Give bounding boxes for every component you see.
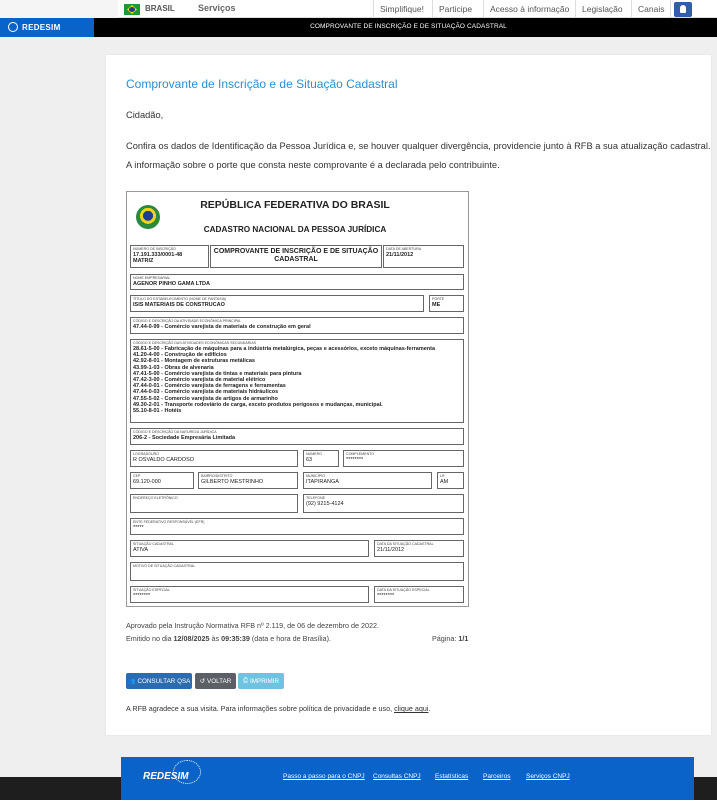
label: SITUAÇÃO CADASTRAL <box>133 542 174 546</box>
country-link[interactable]: BRASIL <box>145 4 175 13</box>
label: CÓDIGO E DESCRIÇÃO DA ATIVIDADE ECONÔMICA PRINCIPAL <box>133 319 242 323</box>
value: 69.120-000 <box>133 479 161 485</box>
value: 21/11/2012 <box>377 547 405 553</box>
consultar-qsa-button[interactable] <box>126 673 192 689</box>
greeting: Cidadão, <box>126 110 164 120</box>
privacy-note <box>126 704 430 713</box>
field-data-situacao-especial <box>374 586 464 603</box>
cert-cnpj-heading: CADASTRO NACIONAL DA PESSOA JURÍDICA <box>203 225 387 234</box>
label: BAIRRO/DISTRITO <box>201 474 233 478</box>
secondary-activity: 55.10-8-01 - Hotéis <box>133 408 182 414</box>
field-complemento <box>343 450 464 467</box>
gov-top-bar <box>0 0 717 18</box>
field-telefone <box>303 494 464 513</box>
footer-link-consultas-cnpj[interactable]: Consultas CNPJ <box>373 773 421 780</box>
value: 206-2 - Sociedade Empresária Limitada <box>133 435 236 441</box>
redesim-footer-logo[interactable]: REDESIM <box>143 771 189 782</box>
comprovante-title: COMPROVANTE DE INSCRIÇÃO E DE SITUAÇÃO CADASTRAL <box>213 248 379 263</box>
value: 63 <box>306 457 313 463</box>
accessibility-icon[interactable] <box>674 2 692 17</box>
field-abertura <box>383 245 464 268</box>
menu-simplifique[interactable]: Simplifique! <box>373 0 430 18</box>
field-situacao-especial <box>130 586 369 603</box>
field-municipio <box>303 472 432 489</box>
field-nome-fantasia <box>130 295 424 312</box>
value: AGENOR PINHO GAMA LTDA <box>133 281 210 287</box>
voltar-button[interactable] <box>195 673 236 689</box>
field-atividades-secundarias <box>130 339 464 423</box>
label: PORTE <box>432 297 445 301</box>
menu-acesso-informacao[interactable]: Acesso à informação <box>483 0 575 18</box>
footer-link-estatisticas[interactable]: Estatísticas <box>435 773 469 780</box>
value: ******** <box>377 593 395 599</box>
secondary-activity: 49.30-2-01 - Transporte rodoviário de carga, exceto produtos perigosos e mudanças, municipal. <box>133 401 383 408</box>
menu-canais[interactable]: Canais <box>631 0 671 18</box>
label: DATA DA SITUAÇÃO ESPECIAL <box>377 588 430 592</box>
imprimir-label: IMPRIMIR <box>250 677 280 685</box>
secondary-activity: 43.99-1-03 - Obras de alvenaria <box>133 364 214 371</box>
value: ******** <box>133 593 151 599</box>
label: ENTE FEDERATIVO RESPONSÁVEL (EFR) <box>133 520 205 524</box>
label: TELEFONE <box>306 496 325 500</box>
label: UF <box>440 474 445 478</box>
imprimir-button[interactable] <box>238 673 284 689</box>
undo-icon: ↺ <box>199 677 205 685</box>
label: NOME EMPRESARIAL <box>133 276 171 280</box>
footer-link-servicos-cnpj[interactable]: Serviços CNPJ <box>526 773 570 780</box>
label: TÍTULO DO ESTABELECIMENTO (NOME DE FANTASIA) <box>133 297 227 301</box>
label: COMPLEMENTO <box>346 452 375 456</box>
secondary-activity: 41.20-4-00 - Construção de edifícios <box>133 352 227 359</box>
label: LOGRADOURO <box>133 452 159 456</box>
value: 47.44-0-99 - Comércio varejista de materiais de construção em geral <box>133 324 311 330</box>
label: CEP <box>133 474 141 478</box>
page-number: 1/1 <box>458 634 469 643</box>
value: ATIVA <box>133 547 149 553</box>
value: ME <box>432 302 441 308</box>
print-icon: ⎙ <box>242 677 248 684</box>
page-indicator <box>432 634 468 643</box>
field-bairro <box>198 472 298 489</box>
redesim-page-title: COMPROVANTE DE INSCRIÇÃO E DE SITUAÇÃO CADASTRAL <box>310 23 507 30</box>
field-situacao-cadastral <box>130 540 369 557</box>
value: ***** <box>133 525 144 531</box>
field-nome-empresarial <box>130 274 464 290</box>
field-efr <box>130 518 464 535</box>
voltar-label: VOLTAR <box>207 677 232 685</box>
menu-participe[interactable]: Participe <box>432 0 478 18</box>
redesim-logo-icon <box>8 22 18 32</box>
secondary-activity: 47.44-0-03 - Comércio varejista de materiais hidráulicos <box>133 389 279 396</box>
footer-link-parceiros[interactable]: Parceiros <box>483 773 511 780</box>
value-matriz: MATRIZ <box>133 258 154 264</box>
issued-suffix: (data e hora de Brasília). <box>251 634 332 643</box>
value: AM <box>440 479 449 485</box>
value: ITAPIRANGA <box>306 479 339 485</box>
brazil-flag-icon <box>124 4 140 15</box>
privacy-text: A RFB agradece a sua visita. Para informações sobre política de privacidade e uso, <box>126 704 393 713</box>
label: SITUAÇÃO ESPECIAL <box>133 588 170 592</box>
field-porte <box>429 295 464 312</box>
value: R OSVALDO CARDOSO <box>133 457 195 463</box>
value: ISIS MATERIAIS DE CONSTRUCAO <box>133 302 225 308</box>
privacy-link[interactable]: clique aqui <box>394 704 429 713</box>
page-title: Comprovante de Inscrição e de Situação Cadastral <box>126 77 398 91</box>
field-atividade-principal <box>130 317 464 334</box>
field-natureza-juridica <box>130 428 464 445</box>
value: 17.191.333/0001-48 <box>133 252 183 258</box>
field-logradouro <box>130 450 298 467</box>
value: 21/11/2012 <box>386 252 414 258</box>
issued-date: 12/08/2025 <box>173 634 210 643</box>
intro-paragraph: Confira os dados de Identificação da Pessoa Jurídica e, se houver qualquer divergência, providencie junto à RFB a sua atualização cadastral. <box>126 141 711 151</box>
issued-prefix: Emitido no dia <box>126 634 172 643</box>
cert-republic-heading: REPÚBLICA FEDERATIVA DO BRASIL <box>200 199 390 211</box>
footer <box>121 757 694 800</box>
redesim-bar <box>0 18 717 37</box>
gov-bar-left-strip <box>0 0 118 18</box>
approval-note: Aprovado pela Instrução Normativa RFB nº 2.119, de 06 de dezembro de 2022. <box>126 621 380 630</box>
porte-note: A informação sobre o porte que consta neste comprovante é a declarada pelo contribuinte. <box>126 160 500 170</box>
label: MUNICÍPIO <box>306 474 325 478</box>
secondary-activity: 47.55-5-02 - Comercio varejista de artigos de armarinho <box>133 395 278 402</box>
secondary-activity: 47.41-5-00 - Comércio varejista de tintas e materiais para pintura <box>133 370 302 377</box>
footer-link-passo-a-passo[interactable]: Passo a passo para o CNPJ <box>283 773 365 780</box>
field-email <box>130 494 298 513</box>
field-inscricao <box>130 245 209 268</box>
field-cep <box>130 472 194 489</box>
label: ENDEREÇO ELETRÔNICO <box>133 496 178 500</box>
secondary-activity: 42.92-8-01 - Montagem de estruturas metálicas <box>133 358 255 365</box>
label: DATA DA SITUAÇÃO CADASTRAL <box>377 542 434 546</box>
issued-mid: às <box>211 634 220 643</box>
field-motivo-situacao <box>130 562 464 581</box>
secondary-activity: 28.61-5-00 - Fabricação de máquinas para a indústria metalúrgica, peças e acessórios, exceto máquinas-ferramenta <box>133 346 436 352</box>
secondary-activity: 47.44-0-01 - Comércio varejista de ferragens e ferramentas <box>133 383 286 390</box>
label: DATA DE ABERTURA <box>386 247 422 251</box>
secondary-activity: 47.42-3-00 - Comércio varejista de material elétrico <box>133 377 266 383</box>
servicos-link[interactable]: Serviços <box>198 3 236 13</box>
field-uf <box>437 472 464 489</box>
privacy-end: . <box>428 704 431 713</box>
label: NÚMERO <box>306 452 322 456</box>
value: GILBERTO MESTRINHO <box>201 479 264 485</box>
issued-time: 09:35:39 <box>221 634 250 643</box>
label: CÓDIGO E DESCRIÇÃO DA NATUREZA JURÍDICA <box>133 430 217 434</box>
value: (92) 9215-4124 <box>306 501 344 507</box>
consultar-qsa-label: CONSULTAR QSA <box>137 677 191 685</box>
field-numero <box>303 450 339 467</box>
issued-note <box>126 634 331 643</box>
label: NÚMERO DE INSCRIÇÃO <box>133 247 176 251</box>
page-label: Página: <box>432 634 457 643</box>
field-comprovante-title <box>210 245 382 268</box>
redesim-logo[interactable] <box>0 18 94 37</box>
users-icon: 👥 <box>127 678 136 685</box>
label: MOTIVO DE SITUAÇÃO CADASTRAL <box>133 564 196 568</box>
coat-of-arms-icon <box>136 205 160 229</box>
field-data-situacao <box>374 540 464 557</box>
redesim-logo-text: REDESIM <box>22 23 61 32</box>
menu-legislacao[interactable]: Legislação <box>575 0 629 18</box>
value: ******** <box>346 457 364 463</box>
label: CÓDIGO E DESCRIÇÃO DAS ATIVIDADES ECONÔMICAS SECUNDÁRIAS <box>133 341 257 345</box>
